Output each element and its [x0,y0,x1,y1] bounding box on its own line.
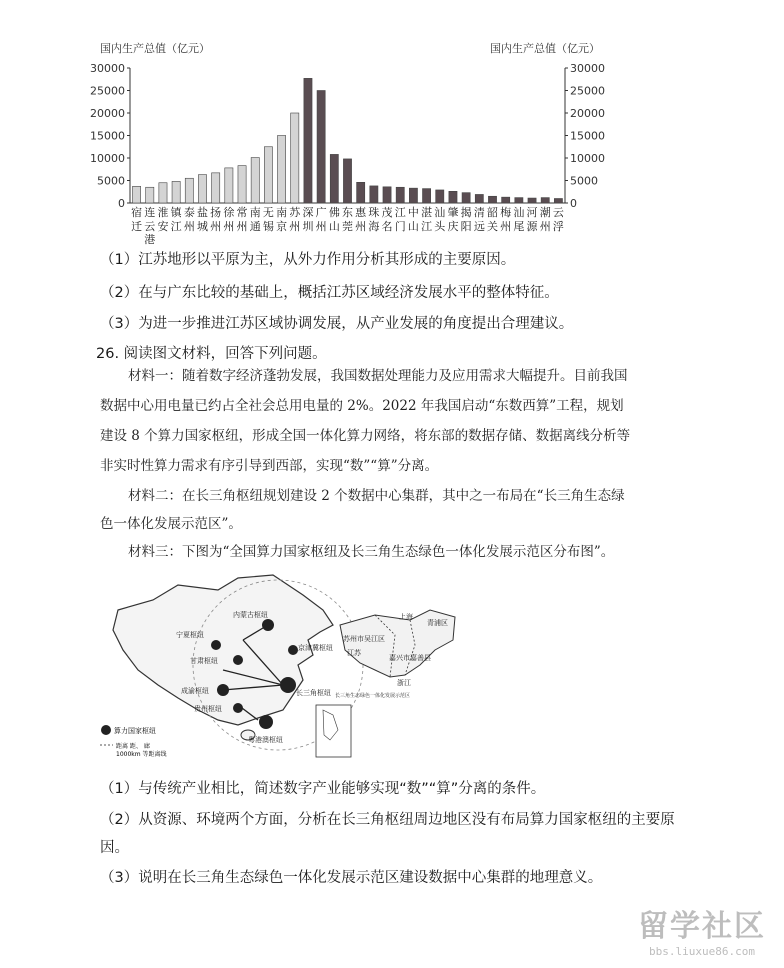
x-tick-label-bottom: 关 [487,220,498,233]
x-tick-label-bottom: 京 [276,220,288,233]
site-watermark [638,901,766,958]
label-guizhou: 贵州枢纽 [194,705,222,713]
bar-宿迁 [133,186,141,203]
x-tick-label-bottom: 州 [183,220,195,233]
x-tick-label-top: 泰 [183,206,195,219]
x-tick-label-top: 汕 [434,206,446,219]
q25-item-2: （2）在与广东比较的基础上，概括江苏区域经济发展水平的整体特征。 [100,285,559,301]
x-tick-label-bottom: 源 [526,220,538,233]
inset-label-shanghai: 上海 [399,613,413,621]
gdp-chart-svg [90,38,635,268]
x-tick-label-top: 南 [276,206,288,219]
bar-中山 [409,188,417,203]
bar-揭阳 [462,193,470,203]
x-tick-label-top: 汕 [513,206,525,219]
y-tick-label-right: 0 [570,197,577,210]
x-tick-label-bottom: 山 [328,220,340,233]
bar-东莞 [343,159,351,203]
x-tick-label-bottom: 阳 [460,220,472,233]
bar-南通 [251,158,259,203]
x-tick-label-top: 常 [236,206,248,219]
inset-label-wujiang: 苏州市吴江区 [343,635,385,643]
yrd-inset-map [335,605,460,700]
bar-湛江 [423,189,431,203]
x-tick-label-bottom: 州 [500,220,512,233]
y-tick-label-left: 10000 [90,152,125,165]
hub-jingjinji [288,645,298,655]
y-tick-label-right: 5000 [570,174,598,188]
south-sea-inset [316,705,351,757]
watermark-url: bbs.liuxue86.com [649,945,755,958]
bar-南京 [278,136,286,204]
y-tick-label-left: 15000 [90,129,125,143]
x-tick-label-bottom: 头 [434,220,446,233]
x-tick-label-bottom: 州 [355,220,367,233]
x-tick-label-bottom: 安 [157,220,169,233]
bar-盐城 [198,175,206,203]
hub-guizhou [233,703,243,713]
q26-item-3: （3）说明在长三角生态绿色一体化发展示范区建设数据中心集群的地理意义。 [100,870,603,886]
material-1-line-3: 建设 8 个算力国家枢纽，形成全国一体化算力网络，将东部的数据存储、数据离线分析等 [100,428,631,444]
x-tick-label-extra: 港 [144,233,156,246]
gdp-bar-chart [90,38,635,268]
x-tick-label-top: 镇 [170,206,182,219]
q25-item-1: （1）江苏地形以平原为主，从外力作用分析其形成的主要原因。 [100,252,516,268]
y-tick-label-left: 0 [118,197,125,210]
hub-neimenggu [262,619,274,631]
bar-韶关 [488,196,496,203]
material-1-line-4: 非实时性算力需求有序引导到西部，实现“数”“算”分离。 [100,458,439,474]
x-tick-label-top: 南 [249,206,261,219]
bar-苏州 [291,113,299,203]
x-tick-label-bottom: 庆 [447,220,459,233]
x-tick-label-bottom: 远 [473,220,485,233]
x-tick-label-top: 扬 [210,206,222,219]
y-tick-label-right: 10000 [570,152,605,165]
hub-gansu [233,655,243,665]
bar-广州 [317,91,325,204]
x-tick-label-top: 徐 [223,206,235,219]
bar-珠海 [370,186,378,203]
legend-hub-marker [101,725,111,735]
bar-潮州 [541,198,549,203]
x-tick-label-bottom: 迁 [131,220,143,233]
x-tick-label-top: 云 [552,206,564,219]
label-changsanjiao: 长三角枢纽 [296,689,331,697]
inset-label-zhejiang: 浙江 [397,679,411,687]
bar-淮安 [159,183,167,203]
x-tick-label-bottom: 州 [223,220,235,233]
x-tick-label-bottom: 通 [249,220,261,233]
label-ningxia: 宁夏枢纽 [176,631,204,639]
x-tick-label-top: 珠 [368,206,380,219]
bar-茂名 [383,187,391,203]
material-2-line-1: 材料二：在长三角枢纽规划建设 2 个数据中心集群，其中之一布局在“长三角生态绿 [128,488,625,504]
x-tick-label-top: 潮 [539,206,551,219]
x-tick-label-bottom: 城 [197,220,208,233]
material-1-line-2: 数据中心用电量已约占全社会总用电量的 2%。2022 年我国启动“东数西算”工程，规划 [100,398,624,414]
x-tick-label-bottom: 江 [421,220,433,233]
legend-line-label: 距离 距、 廊 [116,743,150,750]
x-tick-label-top: 淮 [157,206,169,219]
q25-item-3: （3）为进一步推进江苏区域协调发展，从产业发展的角度提出合理建议。 [100,316,574,332]
y-tick-label-right: 30000 [570,62,605,75]
x-tick-label-bottom: 山 [407,220,419,233]
watermark-title: 留学社区 [638,909,766,944]
bar-扬州 [212,173,220,203]
label-neimenggu: 内蒙古枢纽 [233,611,268,619]
x-tick-label-top: 茂 [381,206,393,219]
bar-惠州 [357,182,365,203]
inset-caption: 长三角生态绿色一体化发展示范区 [335,693,411,699]
x-tick-label-bottom: 州 [315,220,327,233]
x-tick-label-top: 佛 [328,206,340,219]
bar-河源 [528,198,536,203]
hub-yuegangao [259,715,273,729]
x-tick-label-bottom: 莞 [342,220,353,233]
y-tick-label-right: 15000 [570,129,605,143]
x-tick-label-bottom: 浮 [552,220,564,233]
x-tick-label-bottom: 门 [394,220,406,233]
q26-item-2-line-2: 因。 [100,840,129,856]
material-1-line-1: 材料一：随着数字经济蓬勃发展，我国数据处理能力及应用需求大幅提升。目前我国 [128,368,628,384]
bar-清远 [475,194,483,203]
x-tick-label-bottom: 州 [210,220,222,233]
q26-item-1: （1）与传统产业相比，简述数字产业能够实现“数”“算”分离的条件。 [100,781,546,797]
x-tick-label-top: 肇 [447,206,459,219]
y-axis-title-right: 国内生产总值（亿元） [490,42,600,55]
x-tick-label-top: 苏 [289,206,301,219]
x-tick-label-bottom: 江 [170,220,182,233]
hub-changsanjiao [280,677,296,693]
bar-徐州 [225,168,233,203]
bar-连云港 [146,187,154,203]
x-tick-label-bottom: 云 [144,220,156,233]
x-tick-label-bottom: 州 [289,220,301,233]
x-tick-label-bottom: 锡 [262,220,274,233]
material-3-line-1: 材料三：下图为“全国算力国家枢纽及长三角生态绿色一体化发展示范区分布图”。 [128,544,615,560]
hub-ningxia [211,640,221,650]
label-chengyu: 成渝枢纽 [181,687,209,695]
y-tick-label-left: 25000 [90,84,125,98]
x-tick-label-top: 盐 [197,206,208,219]
y-tick-label-left: 30000 [90,62,125,75]
bar-泰州 [185,178,193,203]
y-tick-label-left: 5000 [97,174,125,188]
bar-常州 [238,166,246,203]
legend-hub-label: 算力国家枢纽 [114,727,156,735]
bar-汕头 [436,190,444,203]
label-gansu: 甘肃枢纽 [190,657,218,665]
label-yuegangao: 粤港澳枢纽 [248,736,283,744]
bar-江门 [396,187,404,203]
y-tick-label-left: 20000 [90,107,125,120]
y-tick-label-right: 25000 [570,84,605,98]
x-tick-label-top: 河 [526,206,538,219]
yrd-inset-svg [335,605,460,700]
bar-云浮 [554,199,562,204]
bar-梅州 [502,197,510,203]
x-tick-label-top: 梅 [500,206,512,219]
x-tick-label-bottom: 州 [236,220,248,233]
material-2-line-2: 色一体化发展示范区”。 [100,516,242,532]
bar-深圳 [304,78,312,203]
q26-item-2-line-1: （2）从资源、环境两个方面，分析在长三角枢纽周边地区没有布局算力国家枢纽的主要原 [100,812,675,828]
x-tick-label-top: 江 [394,206,406,219]
x-tick-label-bottom: 圳 [302,220,314,233]
x-tick-label-top: 湛 [421,206,433,219]
x-tick-label-top: 连 [144,206,156,219]
x-tick-label-top: 惠 [355,206,367,219]
q26-title: 26. 阅读图文材料，回答下列问题。 [96,346,327,362]
x-tick-label-top: 韶 [487,206,498,219]
x-tick-label-top: 清 [473,206,485,219]
y-axis-title-left: 国内生产总值（亿元） [100,42,210,55]
bar-佛山 [330,154,338,203]
bar-肇庆 [449,191,457,203]
x-tick-label-top: 无 [262,206,274,219]
bar-无锡 [264,147,272,203]
bar-汕尾 [515,198,523,203]
x-tick-label-top: 深 [302,206,314,219]
x-tick-label-top: 中 [407,206,419,219]
hub-chengyu [217,684,229,696]
x-tick-label-bottom: 名 [381,220,393,233]
x-tick-label-bottom: 海 [368,220,380,233]
inset-label-jiashan: 嘉兴市嘉善县 [389,654,431,662]
x-tick-label-bottom: 州 [539,220,551,233]
bar-镇江 [172,181,180,203]
inset-label-jiangsu: 江苏 [347,649,361,657]
x-tick-label-bottom: 尾 [513,220,525,233]
x-tick-label-top: 揭 [460,206,472,219]
y-tick-label-right: 20000 [570,107,605,120]
legend-line-label-2: 1000km 等距离线 [116,751,167,758]
x-tick-label-top: 东 [342,206,353,219]
inset-label-qingpu: 青浦区 [427,619,448,627]
x-tick-label-top: 广 [315,206,327,219]
label-jingjinji: 京津冀枢纽 [298,644,333,652]
x-tick-label-top: 宿 [131,206,143,219]
